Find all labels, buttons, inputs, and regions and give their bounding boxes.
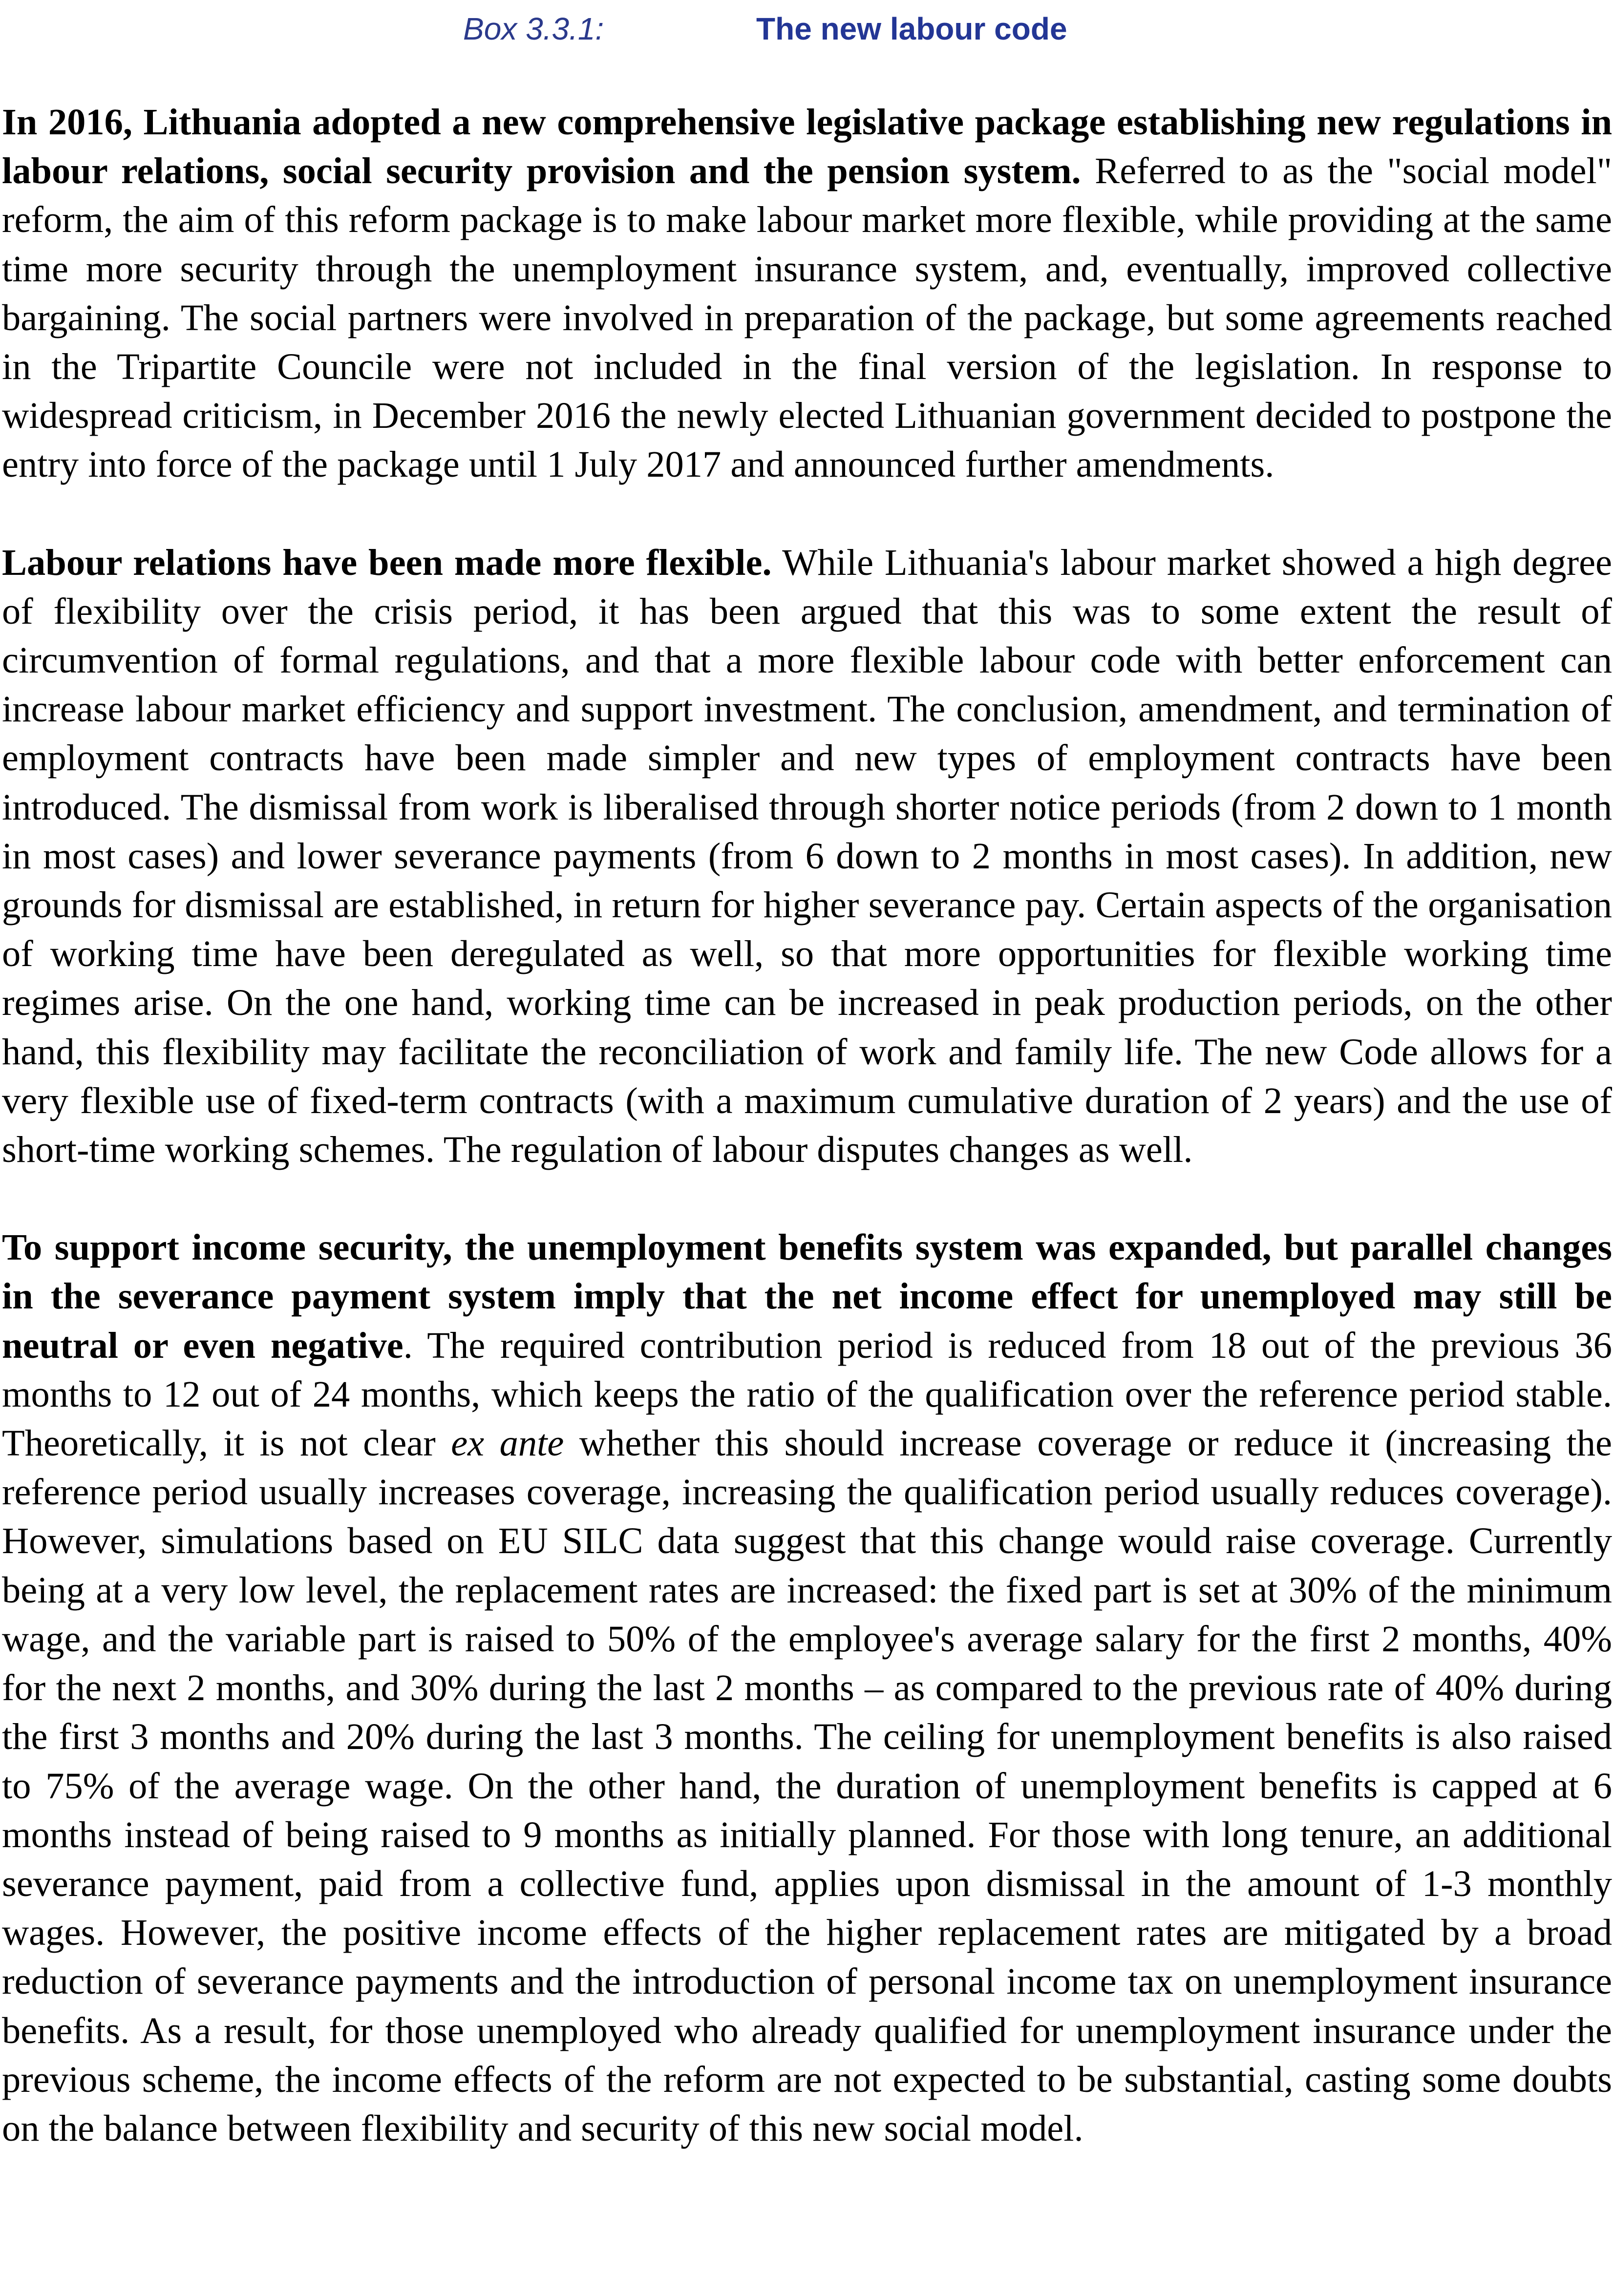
box-body bbox=[2, 98, 1612, 2153]
box-header bbox=[0, 7, 1614, 51]
paragraph-lead: Labour relations have been made more flexible. bbox=[2, 541, 772, 583]
paragraph-text: While Lithuania's labour market showed a high degree of flexibility over the crisis period, it has been argued that this was to some extent the result of circumvention of formal regulations, and that a more flexible labour code with better enforcement can increase labour market efficiency and support investment. The conclusion, amendment, and termination of employment contracts have been made simpler and new types of employment contracts have been introduced. The dismissal from work is liberalised through shorter notice periods (from 2 down to 1 month in most cases) and lower severance payments (from 6 down to 2 months in most cases). In addition, new grounds for dismissal are established, in return for higher severance pay. Certain aspects of the organisation of working time have been deregulated as well, so that more opportunities for flexible working time regimes arise. On the one hand, working time can be increased in peak production periods, on the other hand, this flexibility may facilitate the reconciliation of work and family life. The new Code allows for a very flexible use of fixed-term contracts (with a maximum cumulative duration of 2 years) and the use of short-time working schemes. The regulation of labour disputes changes as well. bbox=[2, 541, 1612, 1171]
paragraph-text: . The required contribution period is reduced from 18 out of the previous 36 months to 12 out of 24 months, which keeps the ratio of the qualification over the reference period stable. Theoretically, it is not clear bbox=[2, 1324, 1612, 1464]
box-title: The new labour code bbox=[756, 11, 1067, 46]
paragraph-italic-term: ex ante bbox=[451, 1422, 564, 1464]
box-label: Box 3.3.1: bbox=[463, 11, 604, 46]
paragraph-labour-relations bbox=[2, 538, 1612, 1175]
paragraph-income-security bbox=[2, 1223, 1612, 2153]
paragraph-text: whether this should increase coverage or reduce it (increasing the reference period usually increases coverage, increasing the qualification period usually reduces coverage). However, simulations based on EU SILC data suggest that this change would raise coverage. Currently being at a very low level, the replacement rates are increased: the fixed part is set at 30% of the minimum wage, and the variable part is raised to 50% of the employee's average salary for the first 2 months, 40% for the next 2 months, and 30% during the last 2 months – as compared to the previous rate of 40% during the first 3 months and 20% during the last 3 months. The ceiling for unemployment benefits is also raised to 75% of the average wage. On the other hand, the duration of unemployment benefits is capped at 6 months instead of being raised to 9 months as initially planned. For those with long tenure, an additional severance payment, paid from a collective fund, applies upon dismissal in the amount of 1-3 monthly wages. However, the positive income effects of the higher replacement rates are mitigated by a broad reduction of severance payments and the introduction of personal income tax on unemployment insurance benefits. As a result, for those unemployed who already qualified for unemployment insurance under the previous scheme, the income effects of the reform are not expected to be substantial, casting some doubts on the balance between flexibility and security of this new social model. bbox=[2, 1422, 1612, 2149]
paragraph-text: Referred to as the "social model" reform, the aim of this reform package is to make labour market more flexible, while providing at the same time more security through the unemployment insurance system, and, eventually, improved collective bargaining. The social partners were involved in preparation of the package, but some agreements reached in the Tripartite Councile were not included in the final version of the legislation. In response to widespread criticism, in December 2016 the newly elected Lithuanian government decided to postpone the entry into force of the package until 1 July 2017 and announced further amendments. bbox=[2, 150, 1612, 485]
paragraph-lead: To support income security, the unemployment benefits system was expanded, but parallel changes in the severance payment system imply that the net income effect for unemployed may still be neutral or even negative bbox=[2, 1226, 1612, 1366]
paragraph-legislative-package bbox=[2, 98, 1612, 489]
paragraph-lead: In 2016, Lithuania adopted a new comprehensive legislative package establishing new regulations in labour relations, social security provision and the pension system. bbox=[2, 101, 1612, 192]
